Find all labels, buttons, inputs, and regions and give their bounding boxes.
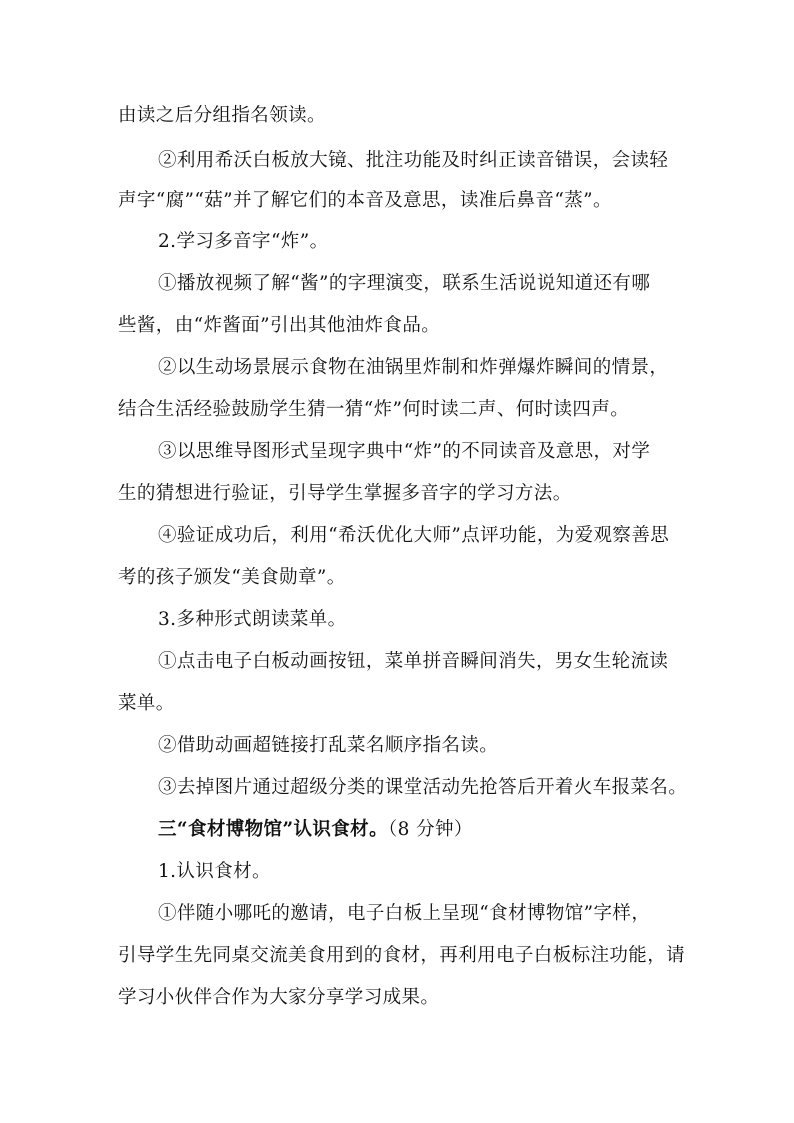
paragraph-line: ③以思维导图形式呈现字典中“炸”的不同读音及意思，对学 (158, 441, 651, 462)
section-heading-duration: （8 分钟） (387, 819, 473, 840)
paragraph-line: 引导学生先同桌交流美食用到的食材，再利用电子白板标注功能，请 (118, 945, 686, 966)
paragraph-line: ②利用希沃白板放大镜、批注功能及时纠正读音错误，会读轻 (158, 150, 669, 171)
paragraph-line: 些酱，由“炸酱面”引出其他油炸食品。 (118, 315, 441, 336)
paragraph-line: ④验证成功后，利用“希沃优化大师”点评功能，为爱观察善思 (158, 525, 670, 546)
paragraph-line: ③去掉图片通过超级分类的课堂活动先抢答后开着火车报菜名。 (158, 777, 688, 798)
paragraph-line: 由读之后分组指名领读。 (118, 105, 326, 126)
subheading-line: 3.多种形式朗读菜单。 (158, 609, 347, 630)
paragraph-line: 结合生活经验鼓励学生猜一猜“炸”何时读二声、何时读四声。 (118, 399, 630, 420)
paragraph-line: 学习小伙伴合作为大家分享学习成果。 (118, 987, 440, 1008)
paragraph-line: ②以生动场景展示食物在油锅里炸制和炸弹爆炸瞬间的情景， (158, 357, 669, 378)
paragraph-line: ①播放视频了解“酱”的字理演变，联系生活说说知道还有哪 (158, 273, 651, 294)
subheading-line: 2.学习多音字“炸”。 (158, 231, 329, 252)
paragraph-line: 声字“腐”“菇”并了解它们的本音及意思，读准后鼻音“蒸”。 (118, 190, 612, 211)
paragraph-line: ②借助动画超链接打乱菜名顺序指名读。 (158, 735, 499, 756)
subheading-line: 1.认识食材。 (158, 861, 271, 882)
paragraph-line: 考的孩子颁发“美食勋章”。 (118, 567, 346, 588)
paragraph-line: 菜单。 (118, 693, 175, 714)
paragraph-line: ①伴随小哪吒的邀请，电子白板上呈现“食材博物馆”字样， (158, 903, 651, 924)
section-heading (158, 818, 678, 842)
paragraph-line: ①点击电子白板动画按钮，菜单拼音瞬间消失，男女生轮流读 (158, 651, 669, 672)
section-heading-title: 三“食材博物馆”认识食材。 (158, 819, 388, 840)
paragraph-line: 生的猜想进行验证，引导学生掌握多音字的学习方法。 (118, 483, 572, 504)
